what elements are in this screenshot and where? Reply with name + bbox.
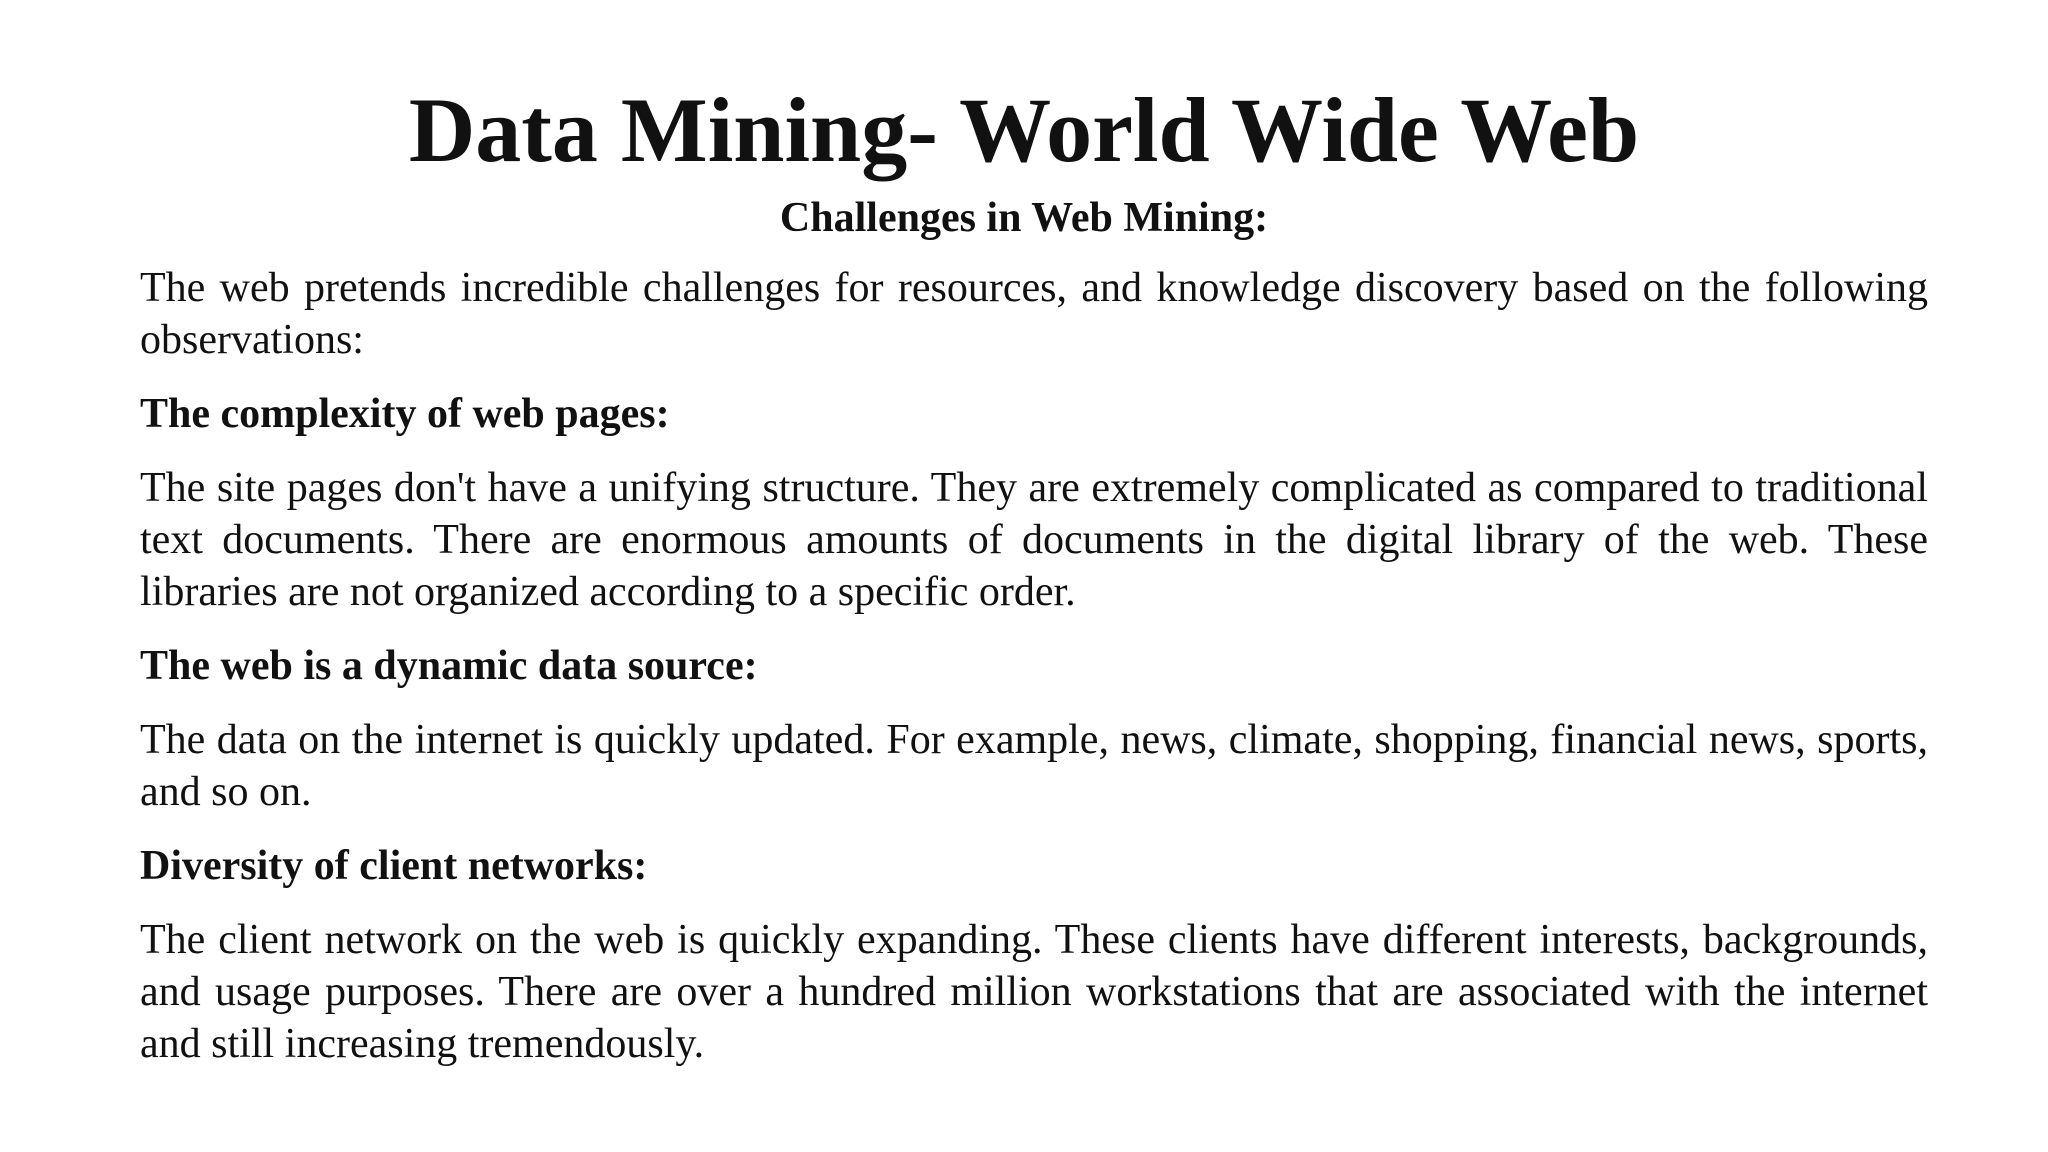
section-body-diversity: The client network on the web is quickly expanding. These clients have different interests, backgrounds, and usage purposes. There are over a hundred million workstations that are associated with the internet and still increasing tremendously. <box>140 917 1928 1067</box>
section-body-dynamic: The data on the internet is quickly updated. For example, news, climate, shopping, financial news, sports, and so on. <box>140 717 1928 815</box>
intro-paragraph: The web pretends incredible challenges for resources, and knowledge discovery based on the following observations: <box>140 265 1928 363</box>
section-heading-diversity: Diversity of client networks: <box>140 843 648 889</box>
page-title: Data Mining- World Wide Web <box>408 79 1640 181</box>
section-body-complexity: The site pages don't have a unifying structure. They are extremely complicated as compared to traditional text documents. There are enormous amounts of documents in the digital library of the web. These libraries are not organized according to a specific order. <box>140 465 1928 615</box>
section-heading-dynamic: The web is a dynamic data source: <box>140 643 758 689</box>
section-heading-complexity: The complexity of web pages: <box>140 391 670 437</box>
document-body <box>140 262 1928 1070</box>
page-subtitle: Challenges in Web Mining: <box>779 195 1269 241</box>
